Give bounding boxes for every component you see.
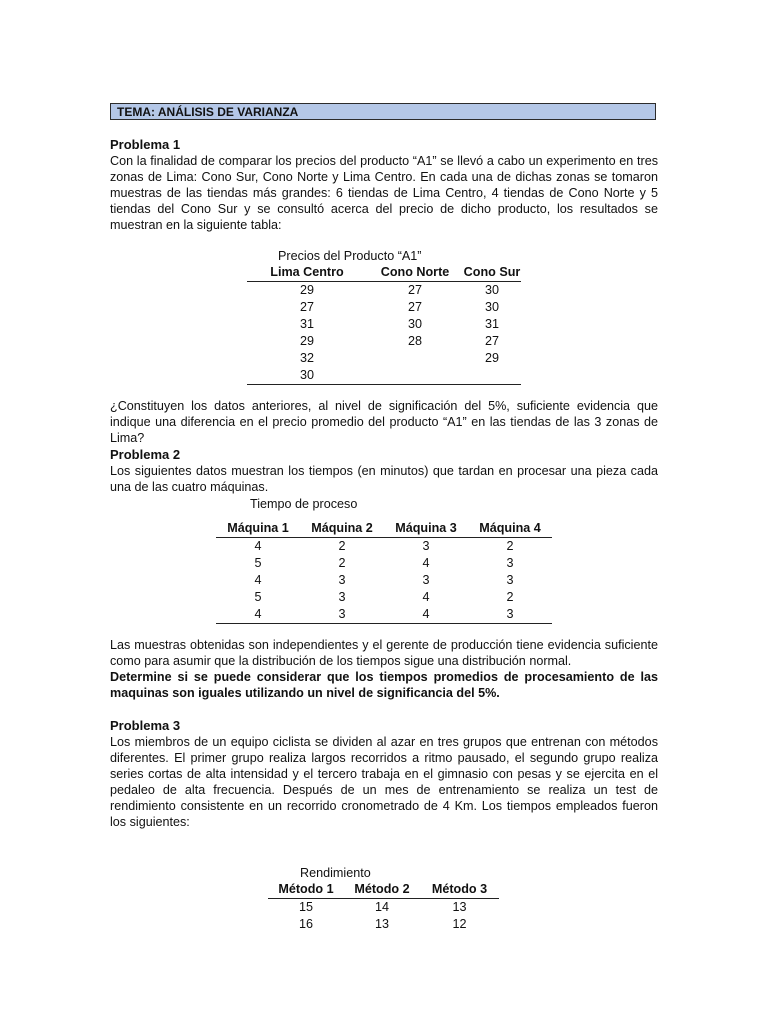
table-cell: 2: [506, 539, 514, 553]
table-row: [247, 350, 521, 367]
table-row: [216, 606, 552, 624]
problem-2-heading: Problema 2: [110, 447, 181, 462]
table-row: [216, 555, 552, 572]
table-cell: 3: [338, 590, 346, 604]
table-row: [216, 572, 552, 589]
table-cell: 3: [468, 606, 552, 624]
column-header: Máquina 1: [216, 520, 300, 538]
column-header: Cono Sur: [463, 264, 521, 282]
table-cell: 4: [254, 539, 262, 553]
table-cell: 5: [254, 556, 262, 570]
table-cell: 4: [422, 556, 430, 570]
problem-1-intro: Con la finalidad de comparar los precios del producto “A1” se llevó a cabo un experimento en tres zonas de Lima: Cono Sur, Cono Norte y Lima Centro. En cada una de dichas zonas se tomaron muestras de las tiendas más grandes: 6 tiendas de Lima Centro, 4 tiendas de Cono Norte y 5 tiendas del Cono Sur y se consultó acerca del precio de dicho producto, los resultados se muestran en la siguiente tabla:: [110, 154, 658, 232]
table-cell: [463, 367, 521, 385]
table-cell: 3: [422, 539, 430, 553]
table-cell: 3: [300, 606, 384, 624]
table-cell: 12: [452, 917, 467, 931]
table-cell: 30: [484, 283, 499, 297]
table-row: [268, 899, 499, 917]
table-row: [216, 589, 552, 606]
problem-2-text-2: Determine si se puede considerar que los tiempos promedios de procesamiento de las maquinas son iguales utilizando un nivel de significancia del 5%.: [110, 670, 658, 700]
column-header: Máquina 4: [468, 520, 552, 538]
table-row: [268, 916, 499, 933]
table-row: [247, 282, 521, 300]
table-cell: 2: [506, 590, 514, 604]
table-cell: 4: [422, 590, 430, 604]
column-header: Máquina 3: [384, 520, 468, 538]
table-cell: 2: [338, 539, 346, 553]
table-cell: 3: [506, 573, 514, 587]
table-cell: 14: [374, 900, 389, 914]
table-cell: 3: [506, 556, 514, 570]
table-cell: 32: [299, 351, 314, 365]
column-header: Máquina 2: [300, 520, 384, 538]
table-cell: 31: [484, 317, 499, 331]
table-cell: 30: [484, 300, 499, 314]
table-1: [247, 264, 521, 385]
table-cell: 30: [247, 367, 367, 385]
problem-1-question: ¿Constituyen los datos anteriores, al nivel de significación del 5%, suficiente evidencia que indique una diferencia en el precio promedio del producto “A1” en las tiendas de las 3 zonas de Lima?: [110, 399, 658, 445]
table-cell: [367, 367, 463, 385]
column-header: Método 1: [268, 881, 344, 899]
table-cell: 27: [407, 300, 422, 314]
table-cell: 31: [299, 317, 314, 331]
table-cell: 29: [299, 334, 314, 348]
table-cell: 2: [338, 556, 346, 570]
column-header: Método 3: [420, 881, 499, 899]
topic-banner: TEMA: ANÁLISIS DE VARIANZA: [110, 103, 656, 120]
table-cell: 29: [484, 351, 499, 365]
table-cell: 27: [484, 334, 499, 348]
problem-2-intro: Los siguientes datos muestran los tiempos (en minutos) que tardan en procesar una pieza cada una de las cuatro máquinas.: [110, 464, 658, 494]
table-cell: [367, 350, 463, 367]
table-cell: 27: [299, 300, 314, 314]
table-cell: 4: [216, 606, 300, 624]
problem-2-text-1: Las muestras obtenidas son independientes y el gerente de producción tiene evidencia suficiente como para asumir que la distribución de los tiempos sigue una distribución normal.: [110, 638, 658, 668]
table-cell: 15: [298, 900, 313, 914]
problem-3-heading: Problema 3: [110, 718, 181, 733]
table-3: [268, 881, 499, 933]
column-header: Método 2: [344, 881, 420, 899]
column-header: Cono Norte: [367, 264, 463, 282]
table-cell: 13: [374, 917, 389, 931]
table-row: [247, 333, 521, 350]
table-cell: 5: [254, 590, 262, 604]
table-row: [247, 316, 521, 333]
table-cell: 30: [407, 317, 422, 331]
table-cell: 3: [422, 573, 430, 587]
table-1-title: Precios del Producto “A1”: [278, 249, 422, 263]
table-2-title: Tiempo de proceso: [250, 497, 358, 511]
table-row: [216, 538, 552, 556]
problem-3-intro: Los miembros de un equipo ciclista se dividen al azar en tres grupos que entrenan con métodos diferentes. El primer grupo realiza largos recorridos a ritmo pausado, el segundo grupo realiza series cortas de alta intensidad y el tercero trabaja en el gimnasio con pesas y se ejercita en el pedaleo de alta frecuencia. Después de un mes de entrenamiento se realiza un test de rendimiento consistente en un recorrido cronometrado de 4 Km. Los tiempos empleados fueron los siguientes:: [110, 735, 658, 829]
table-cell: 29: [299, 283, 314, 297]
table-3-title: Rendimiento: [300, 866, 371, 880]
table-cell: 4: [384, 606, 468, 624]
table-cell: 13: [452, 900, 467, 914]
table-cell: 28: [407, 334, 422, 348]
table-row: [247, 367, 521, 385]
table-cell: 3: [338, 573, 346, 587]
table-cell: 16: [298, 917, 313, 931]
table-2: [216, 520, 552, 624]
column-header: Lima Centro: [247, 264, 367, 282]
problem-1-heading: Problema 1: [110, 137, 181, 152]
table-row: [247, 299, 521, 316]
table-cell: 4: [254, 573, 262, 587]
table-cell: 27: [407, 283, 422, 297]
